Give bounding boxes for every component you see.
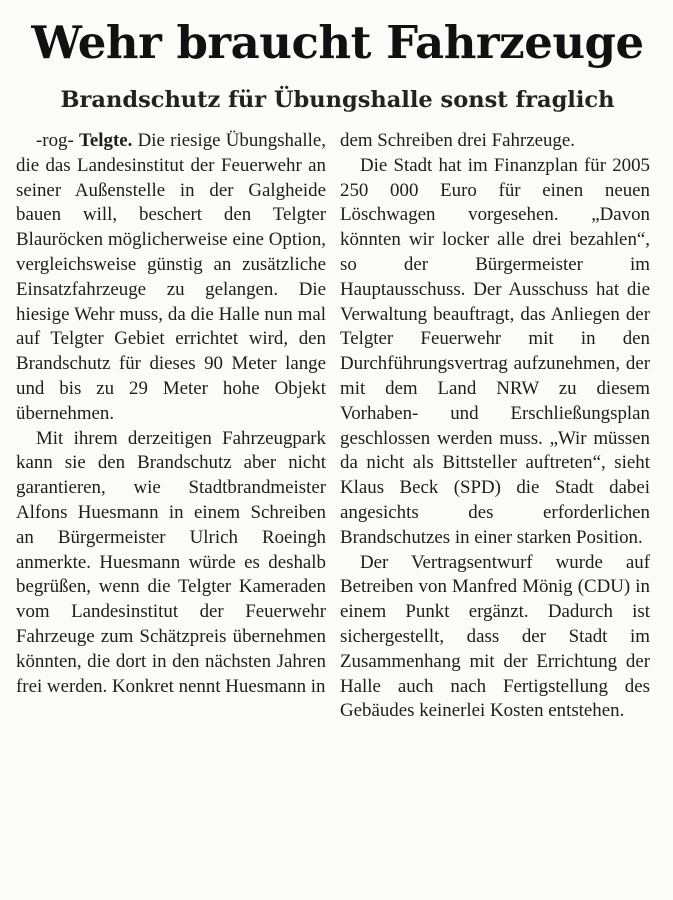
- paragraph: [16, 129, 326, 427]
- dateline: Telgte.: [79, 130, 133, 151]
- paragraph: Mit ihrem derzeitigen Fahrzeugpark kann sie den Brandschutz aber nicht garantieren, wie Stadtbrandmeister Alfons Huesmann in einem Schreiben an Bürgermeister Ulrich Roeingh anmerkte. Huesmann würde es deshalb begrüßen, wenn die Telgter Kameraden vom Landesinstitut der Feuerwehr Fahrzeuge zum Schätzpreis übernehmen könnten, die dort in den nächsten Jahren frei werden. Konkret nennt Huesmann in: [16, 427, 326, 697]
- paragraph: dem Schreiben drei Fahrzeuge.: [340, 130, 575, 151]
- author-tag: -rog-: [36, 130, 80, 151]
- paragraph-text: Die riesige Übungshalle, die das Landesinstitut der Feuerwehr an seiner Außenstelle in der Galgheide bauen will, beschert den Telgter Blauröcken möglicherweise eine Option, vergleichsweise günstig an zusätzliche Einsatzfahrzeuge zu gelangen. Die hiesige Wehr muss, da die Halle nun mal auf Telgter Gebiet errichtet wird, den Brandschutz für dieses 90 Meter lange und bis zu 29 Meter hohe Objekt übernehmen.: [16, 130, 326, 424]
- right-column: [340, 129, 650, 724]
- paragraph: Der Vertragsentwurf wurde auf Betreiben von Manfred Mönig (CDU) in einem Punkt ergänzt. Dadurch ist sichergestellt, dass der Stadt im Zusammenhang mit der Errichtung der Halle auch nach Fertigstellung des Gebäudes keinerlei Kosten entstehen.: [340, 551, 650, 722]
- headline: Wehr braucht Fahrzeuge: [31, 16, 644, 69]
- paragraph: Die Stadt hat im Finanzplan für 2005 250 000 Euro für einen neuen Löschwagen vorgesehen. „Davon könnten wir locker alle drei bezahlen“, so der Bürgermeister im Hauptausschuss. Der Ausschuss hat die Verwaltung beauftragt, das Anliegen der Telgter Feuerwehr mit in den Durchführungsvertrag aufzunehmen, der mit dem Land NRW zu diesem Vorhaben- und Erschließungsplan geschlossen werden muss. „Wir müssen da nicht als Bittsteller auftreten“, sieht Klaus Beck (SPD) die Stadt dabei angesichts des erforderlichen Brandschutzes in einer starken Position.: [340, 154, 650, 548]
- left-column: [16, 129, 326, 724]
- subheadline: Brandschutz für Übungshalle sonst fraglich: [60, 87, 615, 113]
- article-body: [16, 129, 659, 724]
